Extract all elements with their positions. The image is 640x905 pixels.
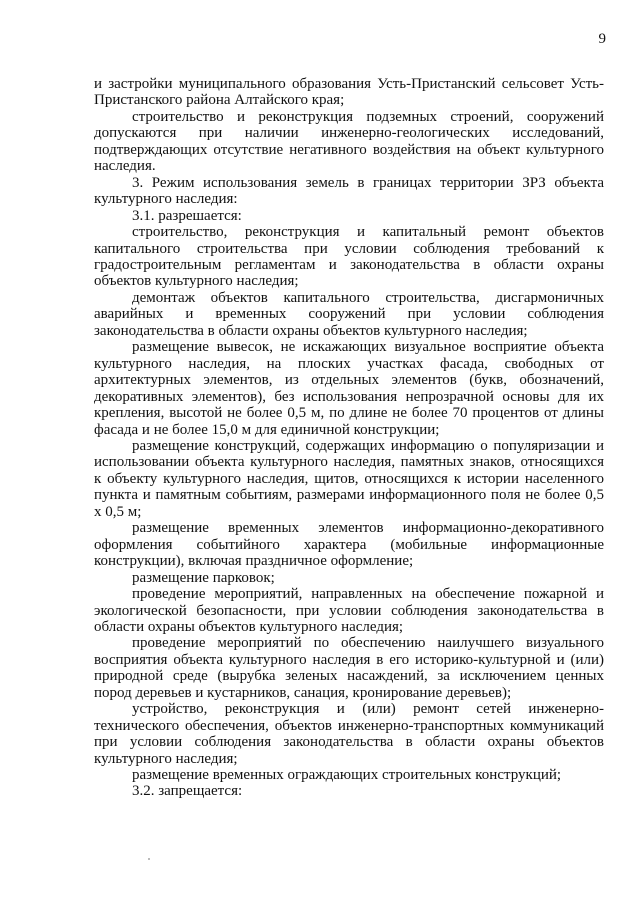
paragraph-section-3-1-allowed: 3.1. разрешается: (132, 207, 242, 224)
paragraph-section-3-heading: 3. Режим использования земель в границах территории ЗРЗ объекта культурного наследия: (94, 174, 604, 208)
paragraph-temporary-fences: размещение временных ограждающих строительных конструкций; (132, 767, 562, 784)
paragraph-engineering-networks: устройство, реконструкция и (или) ремонт сетей инженерно-технического обеспечения, объектов инженерно-транспортных коммуникаций при условии соблюдения законодательства в области охраны объектов культурного наследия; (94, 701, 604, 767)
document-body (94, 76, 604, 800)
paragraph-construction-reconstruction: строительство, реконструкция и капитальный ремонт объектов капитального строительства при условии соблюдения требований к градостроительным регламентам и законодательства в области охраны объектов культурного наследия; (94, 224, 604, 290)
scan-artifact (148, 858, 150, 860)
paragraph-demolition: демонтаж объектов капитального строительства, дисгармоничных аварийных и временных сооружений при условии соблюдения законодательства в области охраны объектов культурного наследия; (94, 289, 604, 339)
paragraph-temporary-decor: размещение временных элементов информационно-декоративного оформления событийного характера (мобильные информационные конструкции), включая праздничное оформление; (94, 520, 604, 570)
paragraph-visual-perception: проведение мероприятий по обеспечению наилучшего визуального восприятия объекта культурного наследия в его историко-культурной и (или) природной среде (вырубка зеленых насаждений, за исключением ценных пород деревьев и кустарников, санация, кронирование деревьев); (94, 635, 604, 701)
page-number: 9 (598, 31, 606, 47)
paragraph-signage: размещение вывесок, не искажающих визуальное восприятие объекта культурного наследия, на плоских участках фасада, свободных от архитектурных элементов, из отдельных элементов (букв, обозначений, декоративных элементов), без использования непрозрачной основы для их крепления, высотой не более 0,5 м, по длине не более 70 процентов от длины фасада и не более 15,0 м для единичной конструкции; (94, 339, 604, 438)
paragraph-underground-construction: строительство и реконструкция подземных строений, сооружений допускаются при наличии инженерно-геологических исследований, подтверждающих отсутствие негативного воздействия на объект культурного наследия. (94, 108, 604, 175)
paragraph-information-structures: размещение конструкций, содержащих информацию о популяризации и использовании объекта культурного наследия, памятных знаков, относящихся к объекту культурного наследия, щитов, относящихся к истории населенного пункта и памятным событиям, размерами информационного поля не более 0,5 х 0,5 м; (94, 437, 604, 520)
paragraph-fire-safety: проведение мероприятий, направленных на обеспечение пожарной и экологической безопасности, при условии соблюдения законодательства в области охраны объектов культурного наследия; (94, 586, 604, 635)
paragraph-section-3-2-prohibited: 3.2. запрещается: (132, 783, 243, 800)
paragraph-continuation: и застройки муниципального образования Усть-Пристанский сельсовет Усть-Пристанского района Алтайского края; (94, 76, 604, 109)
paragraph-parking: размещение парковок; (132, 569, 275, 586)
